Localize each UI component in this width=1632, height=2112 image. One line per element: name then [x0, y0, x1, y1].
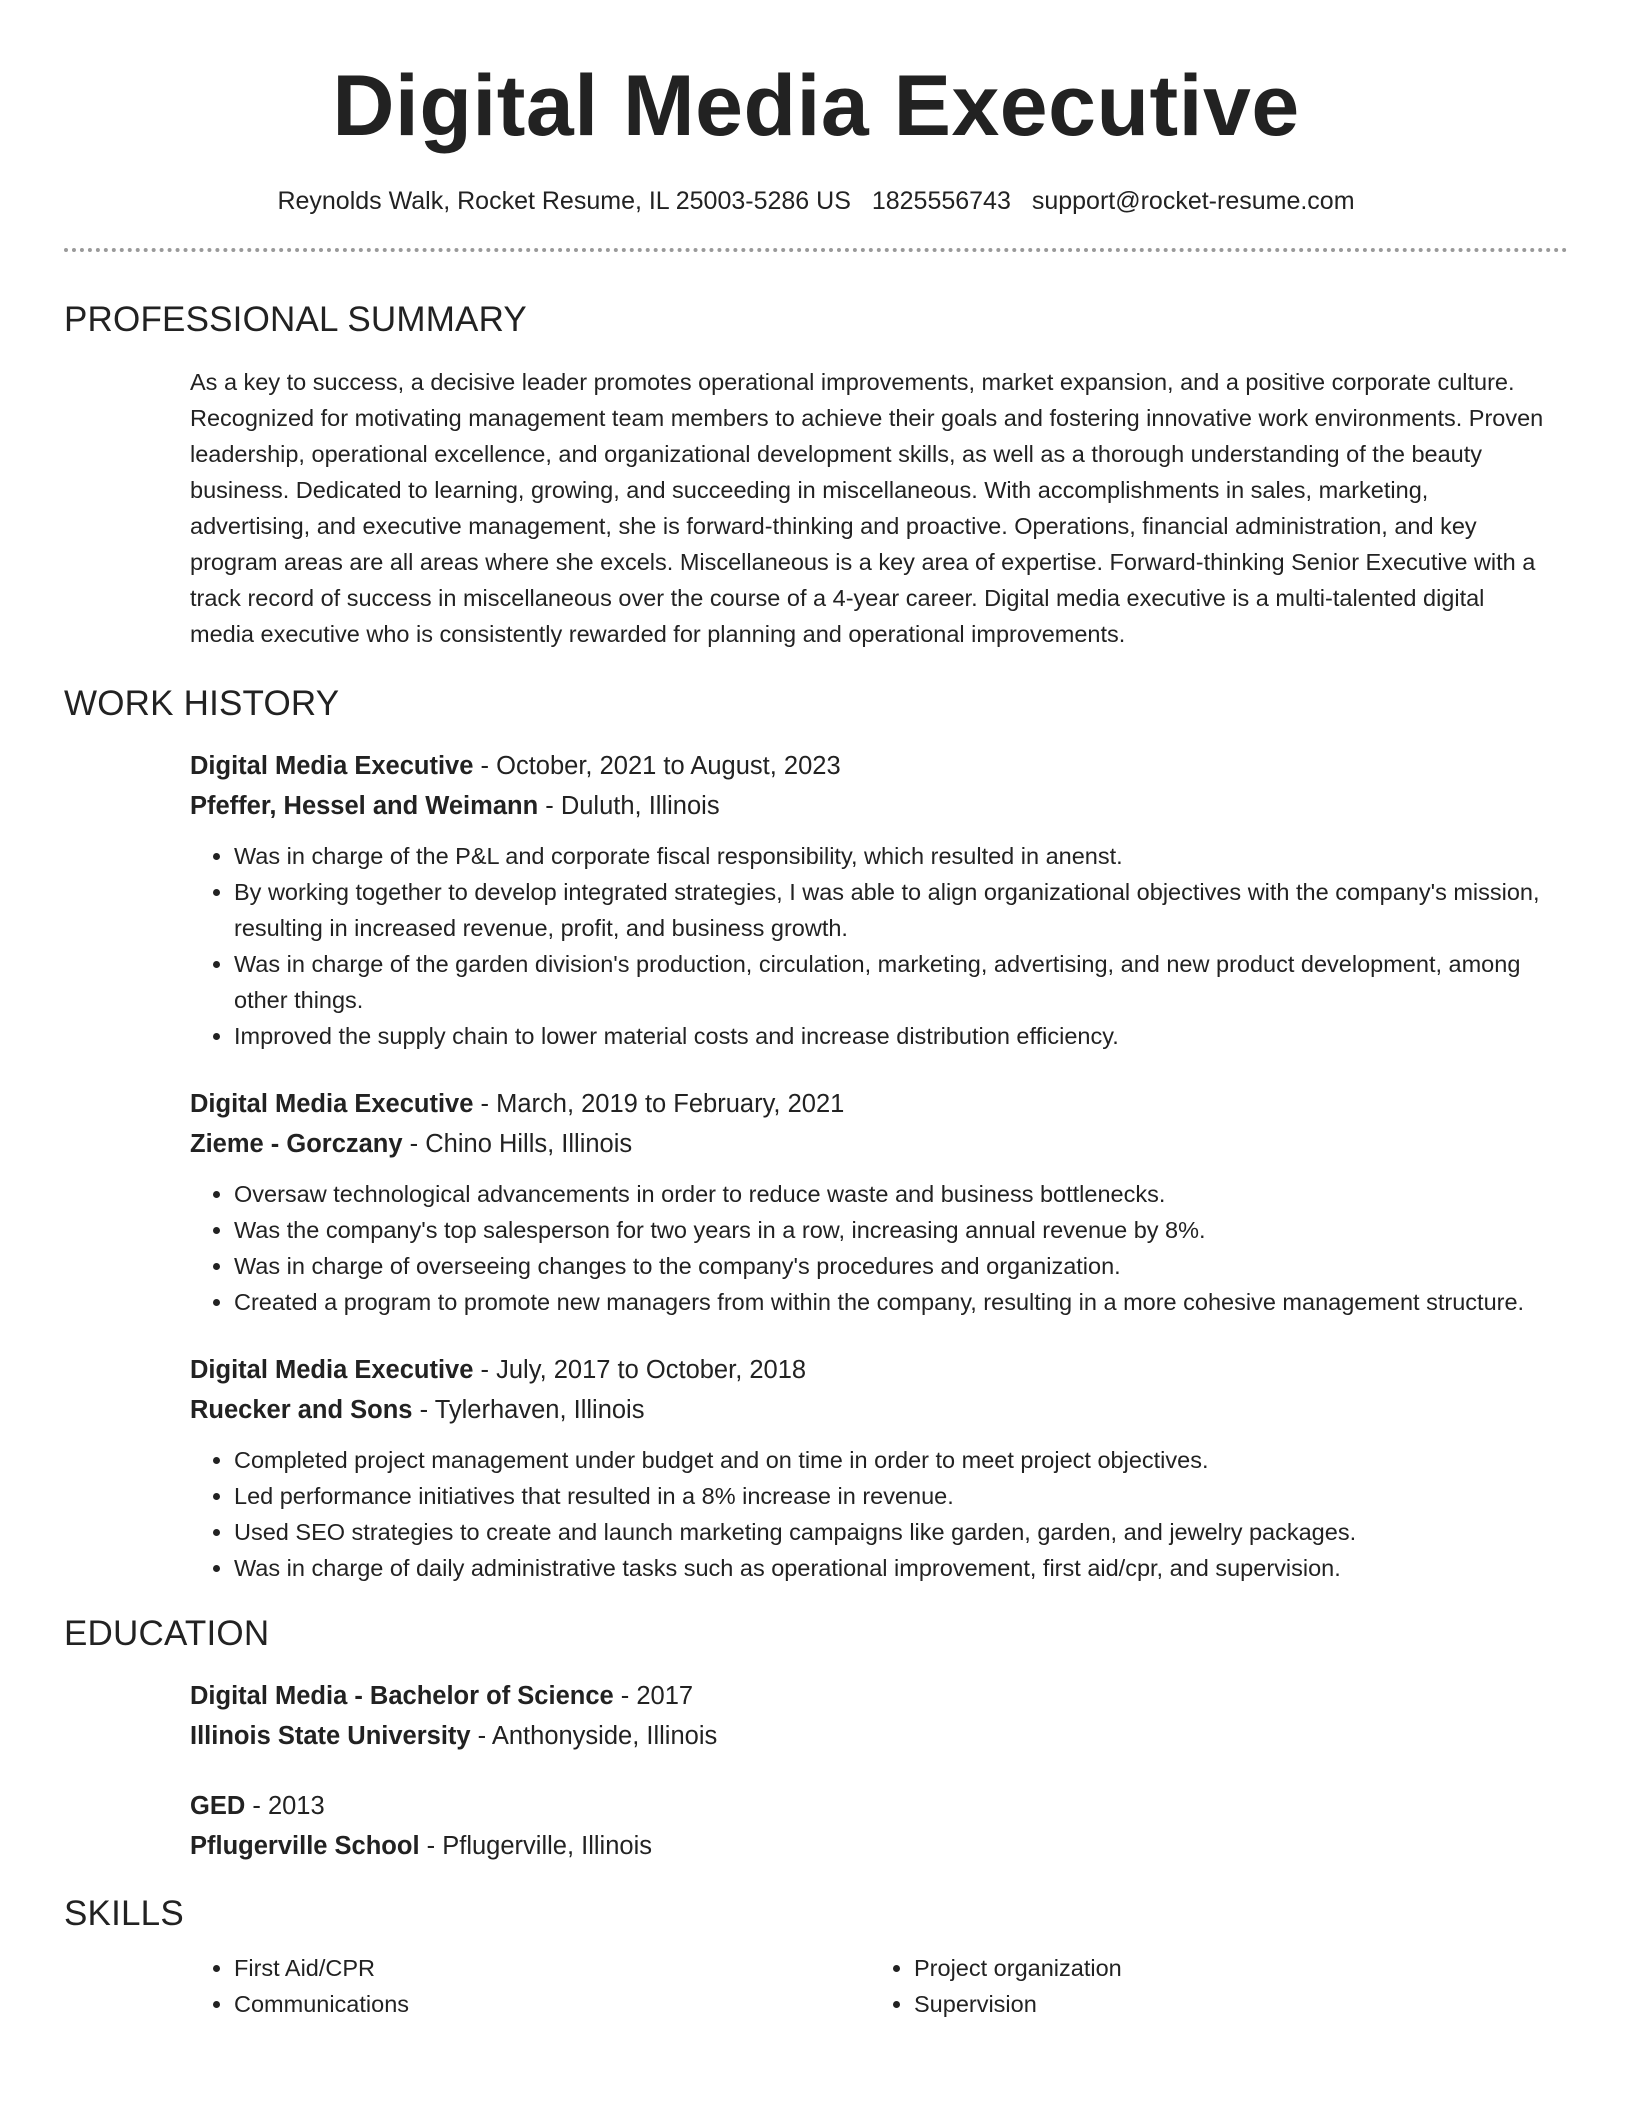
- degree-year: 2013: [267, 1792, 325, 1820]
- school: Illinois State University: [190, 1722, 471, 1750]
- job-bullet: • Was in charge of the P&L and corporate fiscal responsibility, which resulted in anenst.: [234, 838, 1568, 874]
- job-bullets: [190, 1176, 1568, 1320]
- job-company-line: Zieme - Gorczany - Chino Hills, Illinois: [190, 1130, 633, 1158]
- education-entry: [190, 1676, 1568, 1756]
- job-bullet: • Created a program to promote new managers from within the company, resulting in a more cohesive management structure.: [234, 1284, 1568, 1320]
- skill-item: • First Aid/CPR: [234, 1950, 870, 1986]
- work-entry: [190, 1350, 1568, 1586]
- job-bullet: • Was in charge of the garden division's production, circulation, marketing, advertising, and new product development, among other things.: [234, 946, 1568, 1018]
- contact-email: support@rocket-resume.com: [1031, 187, 1355, 215]
- summary-text: As a key to success, a decisive leader promotes operational improvements, market expansion, and a positive corporate culture. Recognized for motivating management team members to achieve their goals and fostering innovative work environments. Proven leadership, operational excellence, and organizational development skills, as well as a thorough understanding of the beauty business. Dedicated to learning, growing, and succeeding in miscellaneous. With accomplishments in sales, marketing, advertising, and executive management, she is forward-thinking and proactive. Operations, financial administration, and key program areas are all areas where she excels. Miscellaneous is a key area of expertise. Forward-thinking Senior Executive with a track record of success in miscellaneous over the course of a 4-year career. Digital media executive is a multi-talented digital media executive who is consistently rewarded for planning and operational improvements.: [190, 369, 1544, 647]
- job-dates: March, 2019 to February, 2021: [496, 1090, 845, 1118]
- job-bullet: • Was the company's top salesperson for two years in a row, increasing annual revenue by 8%.: [234, 1212, 1568, 1248]
- job-role: Digital Media Executive: [190, 752, 474, 780]
- job-dates: October, 2021 to August, 2023: [496, 752, 841, 780]
- degree-year: 2017: [636, 1682, 694, 1710]
- degree-line: Digital Media - Bachelor of Science - 2017: [190, 1682, 694, 1710]
- skill-item: • Supervision: [914, 1986, 1550, 2022]
- job-role: Digital Media Executive: [190, 1090, 474, 1118]
- contact-address: Reynolds Walk, Rocket Resume, IL 25003-5286 US: [277, 187, 851, 215]
- job-company: Pfeffer, Hessel and Weimann: [190, 792, 539, 820]
- job-bullet: • Was in charge of daily administrative tasks such as operational improvement, first aid/cpr, and supervision.: [234, 1550, 1568, 1586]
- job-dates: July, 2017 to October, 2018: [496, 1356, 807, 1384]
- contact-phone: 1825556743: [871, 187, 1011, 215]
- school-line: Illinois State University - Anthonyside, Illinois: [190, 1722, 718, 1750]
- section-title-work-history: WORK HISTORY: [64, 684, 340, 723]
- skills-list: [870, 1950, 1550, 2022]
- job-title-line: Digital Media Executive - July, 2017 to October, 2018: [190, 1356, 807, 1384]
- job-bullets: [190, 1442, 1568, 1586]
- job-bullets: [190, 838, 1568, 1054]
- job-company: Zieme - Gorczany: [190, 1130, 403, 1158]
- degree: GED: [190, 1792, 246, 1820]
- education-entry: [190, 1786, 1568, 1866]
- job-bullet: • Led performance initiatives that resulted in a 8% increase in revenue.: [234, 1478, 1568, 1514]
- job-bullet: • Improved the supply chain to lower material costs and increase distribution efficiency.: [234, 1018, 1568, 1054]
- skills-column-right: [870, 1950, 1550, 2022]
- skills-list: [190, 1950, 870, 2022]
- job-bullet: • By working together to develop integrated strategies, I was able to align organizational objectives with the company's mission, resulting in increased revenue, profit, and business growth.: [234, 874, 1568, 946]
- resume-name: Digital Media Executive: [332, 58, 1300, 154]
- job-location: Tylerhaven, Illinois: [434, 1396, 645, 1424]
- job-bullet: • Was in charge of overseeing changes to the company's procedures and organization.: [234, 1248, 1568, 1284]
- job-title-line: Digital Media Executive - March, 2019 to February, 2021: [190, 1090, 845, 1118]
- degree-line: GED - 2013: [190, 1792, 325, 1820]
- job-bullet: • Used SEO strategies to create and launch marketing campaigns like garden, garden, and jewelry packages.: [234, 1514, 1568, 1550]
- section-title-education: EDUCATION: [64, 1614, 270, 1653]
- job-bullet: • Oversaw technological advancements in order to reduce waste and business bottlenecks.: [234, 1176, 1568, 1212]
- degree: Digital Media - Bachelor of Science: [190, 1682, 614, 1710]
- skill-item: • Communications: [234, 1986, 870, 2022]
- school-location: Pflugerville, Illinois: [442, 1832, 652, 1860]
- school-location: Anthonyside, Illinois: [491, 1722, 718, 1750]
- school-line: Pflugerville School - Pflugerville, Illinois: [190, 1832, 652, 1860]
- skill-item: • Project organization: [914, 1950, 1550, 1986]
- job-company-line: Ruecker and Sons - Tylerhaven, Illinois: [190, 1396, 645, 1424]
- job-company-line: Pfeffer, Hessel and Weimann - Duluth, Illinois: [190, 792, 720, 820]
- work-entry: [190, 1084, 1568, 1320]
- school: Pflugerville School: [190, 1832, 420, 1860]
- job-location: Chino Hills, Illinois: [425, 1130, 633, 1158]
- skills-grid: [190, 1950, 1568, 2022]
- section-title-skills: SKILLS: [64, 1894, 184, 1933]
- header-divider: [64, 248, 1568, 252]
- skills-column-left: [190, 1950, 870, 2022]
- job-location: Duluth, Illinois: [560, 792, 720, 820]
- job-title-line: Digital Media Executive - October, 2021 to August, 2023: [190, 752, 841, 780]
- contact-line: [64, 184, 1568, 218]
- work-entry: [190, 746, 1568, 1054]
- section-title-summary: PROFESSIONAL SUMMARY: [64, 300, 527, 339]
- job-role: Digital Media Executive: [190, 1356, 474, 1384]
- job-company: Ruecker and Sons: [190, 1396, 413, 1424]
- job-bullet: • Completed project management under budget and on time in order to meet project objectives.: [234, 1442, 1568, 1478]
